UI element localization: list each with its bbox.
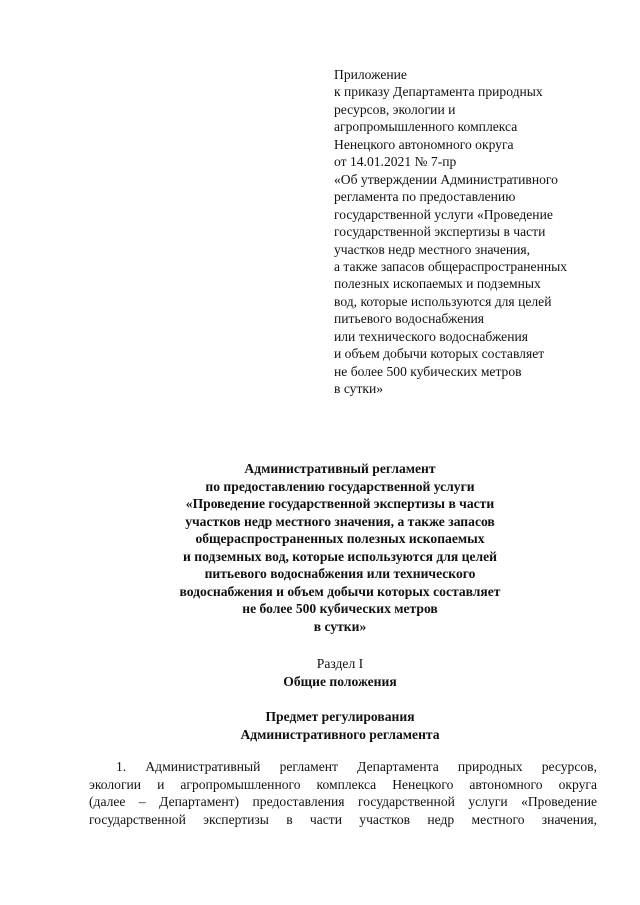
title-line: не более 500 кубических метров bbox=[242, 601, 438, 616]
subject-line: Предмет регулирования bbox=[265, 709, 415, 724]
appendix-line: государственной услуги «Проведение bbox=[334, 206, 553, 222]
title-line: питьевого водоснабжения или технического bbox=[204, 566, 476, 581]
appendix-line: вод, которые используются для целей bbox=[334, 293, 552, 309]
appendix-header bbox=[334, 66, 614, 398]
appendix-line: участков недр местного значения, bbox=[334, 241, 531, 257]
subject-line: Административного регламента bbox=[240, 726, 440, 742]
title-line: участков недр местного значения, а также запасов bbox=[185, 513, 495, 529]
document-title bbox=[60, 460, 620, 635]
appendix-line: Ненецкого автономного округа bbox=[334, 136, 514, 152]
title-line: Административный регламент bbox=[244, 461, 436, 476]
paragraph-line: (далее – Департамент) предоставления государственной услуги «Проведение bbox=[89, 794, 597, 809]
appendix-line: и объем добычи которых составляет bbox=[334, 346, 545, 362]
appendix-line: к приказу Департамента природных bbox=[334, 84, 543, 100]
title-line: и подземных вод, которые используются для целей bbox=[183, 548, 497, 564]
appendix-line: а также запасов общераспространенных bbox=[334, 258, 568, 274]
title-line: общераспространенных полезных ископаемых bbox=[195, 531, 485, 546]
appendix-line: ресурсов, экологии и bbox=[334, 101, 456, 117]
paragraph-line: государственной экспертизы в части участков недр местного значения, bbox=[89, 811, 597, 827]
appendix-line: государственной экспертизы в части bbox=[334, 224, 546, 240]
body-paragraph bbox=[89, 758, 597, 828]
appendix-line: агропромышленного комплекса bbox=[334, 119, 518, 135]
paragraph-line: 1. Административный регламент Департамента природных ресурсов, bbox=[116, 759, 597, 774]
section-heading: Общие положения bbox=[283, 674, 397, 689]
title-line: по предоставлению государственной услуги bbox=[205, 478, 475, 494]
title-line: «Проведение государственной экспертизы в части bbox=[185, 496, 495, 511]
appendix-line: в сутки» bbox=[334, 381, 384, 397]
appendix-line: или технического водоснабжения bbox=[334, 328, 529, 344]
appendix-line: не более 500 кубических метров bbox=[334, 363, 522, 379]
appendix-line: питьевого водоснабжения bbox=[334, 311, 485, 327]
subject-heading bbox=[60, 708, 620, 743]
appendix-line: регламента по предоставлению bbox=[334, 189, 516, 205]
title-line: водоснабжения и объем добычи которых составляет bbox=[179, 583, 501, 599]
section-label: Раздел I bbox=[316, 656, 364, 671]
appendix-line: от 14.01.2021 № 7-пр bbox=[334, 154, 457, 170]
appendix-line: «Об утверждении Административного bbox=[334, 171, 558, 187]
paragraph-line: экологии и агропромышленного комплекса Ненецкого автономного округа bbox=[89, 776, 597, 792]
title-line: в сутки» bbox=[313, 618, 367, 634]
appendix-line: полезных ископаемых и подземных bbox=[334, 276, 541, 292]
appendix-line: Приложение bbox=[334, 67, 407, 82]
